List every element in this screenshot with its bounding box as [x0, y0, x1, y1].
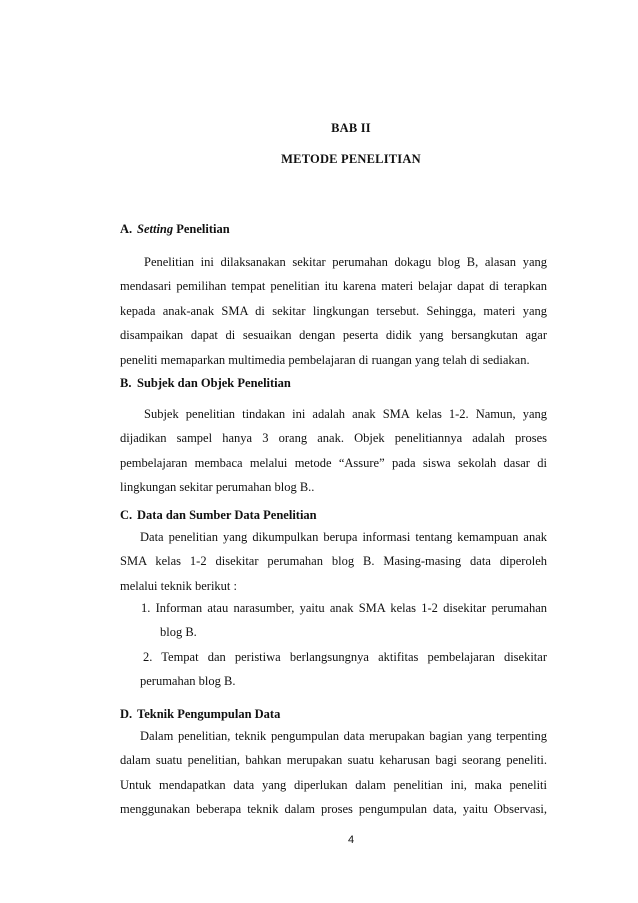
section-d-title: Teknik Pengumpulan Data: [137, 707, 281, 721]
paragraph-line: Dalam penelitian, teknik pengumpulan data merupakan bagian yang terpenting: [140, 729, 547, 743]
section-b-heading: [120, 376, 291, 391]
paragraph-line: dalam suatu penelitian, bahkan merupakan suatu keharusan bagi seorang peneliti.: [120, 753, 547, 768]
paragraph-line: dijadikan sampel hanya 3 orang anak. Objek penelitiannya adalah proses: [120, 431, 547, 446]
section-a-title-italic: Setting: [137, 222, 174, 236]
paragraph-line: Penelitian ini dilaksanakan sekitar perumahan dokagu blog B, alasan yang: [144, 255, 547, 269]
paragraph-line: lingkungan sekitar perumahan blog B..: [120, 480, 315, 495]
list-item-continuation: perumahan blog B.: [140, 674, 236, 689]
section-a-paragraph: [120, 250, 547, 372]
section-b-title: Subjek dan Objek Penelitian: [137, 376, 291, 390]
section-a-letter: A.: [120, 222, 133, 236]
section-a-heading: [120, 222, 230, 237]
section-a-title-rest: Penelitian: [173, 222, 230, 236]
list-item: 2. Tempat dan peristiwa berlangsungnya aktifitas pembelajaran disekitar: [143, 649, 547, 664]
paragraph-line: kepada anak-anak SMA di sekitar lingkungan tersebut. Sehingga, materi yang: [120, 303, 547, 318]
section-c-paragraph: [120, 525, 547, 598]
section-d-letter: D.: [120, 707, 133, 721]
paragraph-line: Untuk mendapatkan data yang diperlukan dalam penelitian ini, maka peneliti: [120, 777, 547, 792]
paragraph-line: disampaikan dapat di sesuaikan dengan peserta didik yang bersangkutan agar: [120, 328, 547, 343]
list-item: 1. Informan atau narasumber, yaitu anak SMA kelas 1-2 disekitar perumahan: [141, 601, 547, 615]
section-b-paragraph: [120, 402, 547, 500]
section-c-letter: C.: [120, 508, 133, 522]
paragraph-line: melalui teknik berikut :: [120, 578, 237, 593]
paragraph-line: SMA kelas 1-2 disekitar perumahan blog B. Masing-masing data diperoleh: [120, 554, 547, 569]
section-d-heading: [120, 707, 280, 722]
section-c-heading: [120, 508, 317, 523]
paragraph-line: pembelajaran membaca melalui metode “Assure” pada siswa sekolah dasar di: [120, 455, 547, 470]
paragraph-line: Data penelitian yang dikumpulkan berupa informasi tentang kemampuan anak: [140, 530, 547, 544]
page-number: 4: [347, 834, 355, 846]
list-item-continuation: blog B.: [160, 625, 197, 640]
paragraph-line: mendasari pemilihan tempat penelitian itu karena materi belajar dapat di terapkan: [120, 279, 547, 294]
section-c-title: Data dan Sumber Data Penelitian: [137, 508, 317, 522]
paragraph-line: peneliti memaparkan multimedia pembelajaran di ruangan yang telah di sediakan.: [120, 352, 530, 367]
paragraph-line: Subjek penelitian tindakan ini adalah anak SMA kelas 1-2. Namun, yang: [144, 407, 547, 421]
chapter-label: BAB II: [331, 121, 371, 135]
chapter-title: METODE PENELITIAN: [281, 152, 421, 166]
section-c-list: [120, 596, 547, 694]
section-d-paragraph: [120, 724, 547, 822]
paragraph-line: menggunakan beberapa teknik dalam proses pengumpulan data, yaitu Observasi,: [120, 802, 547, 817]
section-b-letter: B.: [120, 376, 132, 390]
